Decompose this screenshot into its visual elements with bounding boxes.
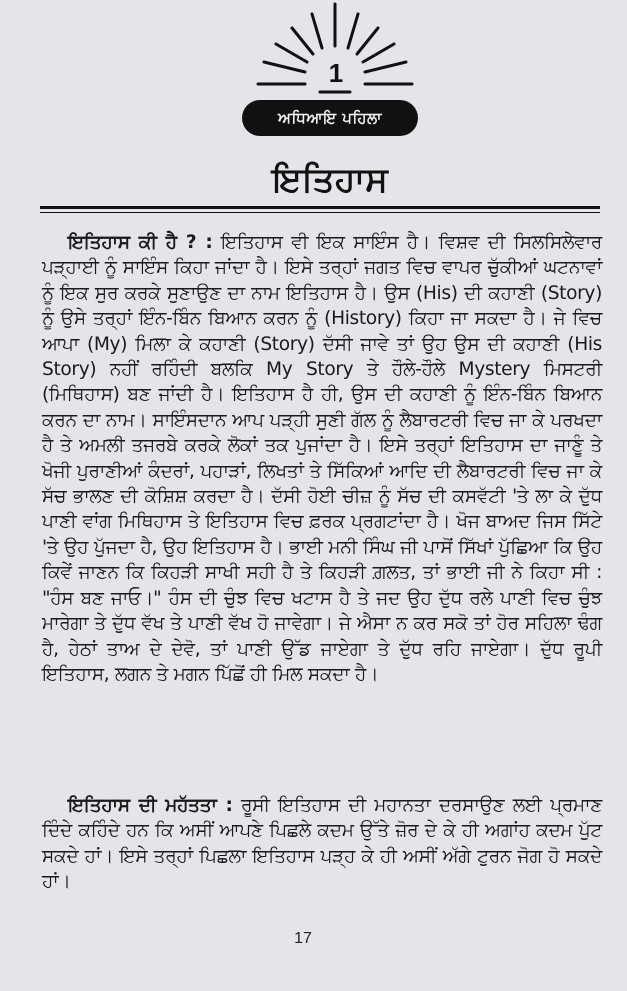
chapter-banner: [242, 100, 418, 136]
title-divider: [40, 206, 600, 209]
page-title: ਇਤਿਹਾਸ: [272, 160, 388, 200]
chapter-label: ਅਧਿਆਇ ਪਹਿਲਾ: [278, 109, 382, 127]
paragraph-what-is-history: [42, 230, 602, 687]
section-heading: ਇਤਿਹਾਸ ਦੀ ਮਹੱਤਤਾ :: [68, 795, 233, 816]
page-number: 17: [294, 930, 312, 947]
title-divider-thin: [40, 212, 600, 213]
section-text: ਇਤਿਹਾਸ ਵੀ ਇਕ ਸਾਇੰਸ ਹੈ। ਵਿਸ਼ਵ ਦੀ ਸਿਲਸਿਲੇਵਾਰ ਪੜ੍ਹਾਈ ਨੂੰ ਸਾਇੰਸ ਕਿਹਾ ਜਾਂਦਾ ਹੈ। ਇਸੇ ਤਰ੍ਹਾਂ ਜਗਤ ਵਿਚ ਵਾਪਰ ਚੁੱਕੀਆਂ ਘਟਨਾਵਾਂ ਨੂੰ ਇਕ ਸੁਰ ਕਰਕੇ ਸੁਣਾਉਣ ਦਾ ਨਾਮ ਇਤਿਹਾਸ ਹੈ। ਉਸ (His) ਦੀ ਕਹਾਣੀ (Story) ਨੂੰ ਉਸੇ ਤਰ੍ਹਾਂ ਇੰਨ-ਬਿੰਨ ਬਿਆਨ ਕਰਨ ਨੂੰ (History) ਕਿਹਾ ਜਾ ਸਕਦਾ ਹੈ। ਜੇ ਵਿਚ ਆਪਾ (My) ਮਿਲਾ ਕੇ ਕਹਾਣੀ (Story) ਦੱਸੀ ਜਾਵੇ ਤਾਂ ਉਹ ਉਸ ਦੀ ਕਹਾਣੀ (His Story) ਨਹੀਂ ਰਹਿੰਦੀ ਬਲਕਿ My Story ਤੇ ਹੌਲੇ-ਹੌਲੇ Mystery ਮਿਸਟਰੀ (ਮਿਥਿਹਾਸ) ਬਣ ਜਾਂਦੀ ਹੈ। ਇਤਿਹਾਸ ਹੈ ਹੀ, ਉਸ ਦੀ ਕਹਾਣੀ ਨੂੰ ਇੰਨ-ਬਿੰਨ ਬਿਆਨ ਕਰਨ ਦਾ ਨਾਮ। ਸਾਇੰਸਦਾਨ ਆਪ ਪੜ੍ਹੀ ਸੁਣੀ ਗੱਲ ਨੂੰ ਲੈਬਾਰਟਰੀ ਵਿਚ ਜਾ ਕੇ ਪਰਖਦਾ ਹੈ ਤੇ ਅਮਲੀ ਤਜਰਬੇ ਕਰਕੇ ਲੋਕਾਂ ਤਕ ਪੁਜਾਂਦਾ ਹੈ। ਇਸੇ ਤਰ੍ਹਾਂ ਇਤਿਹਾਸ ਦਾ ਜਾਣੂੰ ਤੇ ਖੋਜੀ ਪੁਰਾਣੀਆਂ ਕੰਦਰਾਂ, ਪਹਾੜਾਂ, ਲਿਖਤਾਂ ਤੇ ਸਿੱਕਿਆਂ ਆਦਿ ਦੀ ਲੈਬਾਰਟਰੀ ਵਿਚ ਜਾ ਕੇ ਸੱਚ ਭਾਲਣ ਦੀ ਕੋਸ਼ਿਸ਼ ਕਰਦਾ ਹੈ। ਦੱਸੀ ਹੋਈ ਚੀਜ਼ ਨੂੰ ਸੱਚ ਦੀ ਕਸਵੱਟੀ 'ਤੇ ਲਾ ਕੇ ਦੁੱਧ ਪਾਣੀ ਵਾਂਗ ਮਿਥਿਹਾਸ ਤੇ ਇਤਿਹਾਸ ਵਿਚ ਫ਼ਰਕ ਪ੍ਰਗਟਾਂਦਾ ਹੈ। ਖੋਜ ਬਾਅਦ ਜਿਸ ਸਿੱਟੇ 'ਤੇ ਉਹ ਪੁੱਜਦਾ ਹੈ, ਉਹ ਇਤਿਹਾਸ ਹੈ। ਭਾਈ ਮਨੀ ਸਿੰਘ ਜੀ ਪਾਸੋਂ ਸਿੱਖਾਂ ਪੁੱਛਿਆ ਕਿ ਉਹ ਕਿਵੇਂ ਜਾਣਨ ਕਿ ਕਿਹੜੀ ਸਾਖੀ ਸਹੀ ਹੈ ਤੇ ਕਿਹੜੀ ਗ਼ਲਤ, ਤਾਂ ਭਾਈ ਜੀ ਨੇ ਕਿਹਾ ਸੀ : "ਹੰਸ ਬਣ ਜਾਓ।" ਹੰਸ ਦੀ ਚੁੰਝ ਵਿਚ ਖਟਾਸ ਹੈ ਤੇ ਜਦ ਉਹ ਦੁੱਧ ਰਲੇ ਪਾਣੀ ਵਿਚ ਚੁੰਝ ਮਾਰੇਗਾ ਤੇ ਦੁੱਧ ਵੱਖ ਤੇ ਪਾਣੀ ਵੱਖ ਹੋ ਜਾਵੇਗਾ। ਜੇ ਐਸਾ ਨ ਕਰ ਸਕੋ ਤਾਂ ਹੋਰ ਸਹਿਲਾ ਢੰਗ ਹੈ, ਹੇਠਾਂ ਤਾਅ ਦੇ ਦੇਵੋ, ਤਾਂ ਪਾਣੀ ਉੱਡ ਜਾਏਗਾ ਤੇ ਦੁੱਧ ਰਹਿ ਜਾਏਗਾ। ਦੁੱਧ ਰੂਪੀ ਇਤਿਹਾਸ, ਲਗਨ ਤੇ ਮਗਨ ਪਿੱਛੋਂ ਹੀ ਮਿਲ ਸਕਦਾ ਹੈ।: [42, 232, 602, 685]
section-text: ਰੂਸੀ ਇਤਿਹਾਸ ਦੀ ਮਹਾਨਤਾ ਦਰਸਾਉਣ ਲਈ ਪ੍ਰਮਾਣ ਦਿੰਦੇ ਕਹਿੰਦੇ ਹਨ ਕਿ ਅਸੀਂ ਆਪਣੇ ਪਿਛਲੇ ਕਦਮ ਉੱਤੇ ਜ਼ੋਰ ਦੇ ਕੇ ਹੀ ਅਗਾਂਹ ਕਦਮ ਪੁੱਟ ਸਕਦੇ ਹਾਂ। ਇਸੇ ਤਰ੍ਹਾਂ ਪਿਛਲਾ ਇਤਿਹਾਸ ਪੜ੍ਹ ਕੇ ਹੀ ਅਸੀਂ ਅੱਗੇ ਟੁਰਨ ਜੋਗ ਹੋ ਸਕਦੇ ਹਾਂ।: [42, 795, 602, 893]
chapter-number: 1: [328, 58, 344, 88]
paragraph-importance-of-history: [42, 793, 602, 895]
section-heading: ਇਤਿਹਾਸ ਕੀ ਹੈ ? :: [68, 232, 213, 253]
